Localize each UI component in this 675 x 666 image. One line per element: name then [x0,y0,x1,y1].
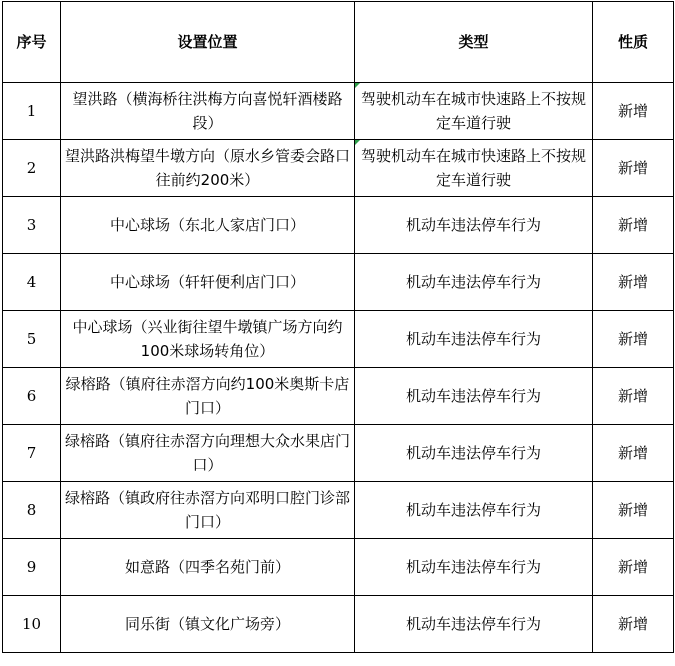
row-type: 机动车违法停车行为 [355,368,593,425]
row-location: 绿榕路（镇府往赤滘方向理想大众水果店门口） [61,425,355,482]
row-type: 机动车违法停车行为 [355,539,593,596]
cell-marker-icon [355,140,360,145]
row-nature: 新增 [593,140,674,197]
row-location: 望洪路（横海桥往洪梅方向喜悦轩酒楼路段） [61,83,355,140]
row-nature: 新增 [593,311,674,368]
row-nature: 新增 [593,197,674,254]
row-location: 中心球场（东北人家店门口） [61,197,355,254]
row-type: 机动车违法停车行为 [355,311,593,368]
row-location: 绿榕路（镇府往赤滘方向约100米奥斯卡店门口） [61,368,355,425]
header-row [3,2,674,83]
row-serial-number: 2 [3,140,61,197]
camera-locations-table [2,1,674,653]
row-type: 机动车违法停车行为 [355,254,593,311]
row-nature: 新增 [593,254,674,311]
row-serial-number: 3 [3,197,61,254]
row-nature: 新增 [593,596,674,653]
cell-marker-icon [355,83,360,88]
row-serial-number: 8 [3,482,61,539]
row-location: 中心球场（兴业街往望牛墩镇广场方向约100米球场转角位） [61,311,355,368]
row-location: 如意路（四季名苑门前） [61,539,355,596]
header-location: 设置位置 [61,2,355,83]
row-type: 驾驶机动车在城市快速路上不按规定车道行驶 [360,147,586,189]
row-nature: 新增 [593,482,674,539]
row-type-cell [355,83,593,140]
row-type: 机动车违法停车行为 [355,425,593,482]
row-type: 驾驶机动车在城市快速路上不按规定车道行驶 [360,90,586,132]
row-nature: 新增 [593,368,674,425]
row-location: 同乐街（镇文化广场旁） [61,596,355,653]
row-serial-number: 1 [3,83,61,140]
header-serial-number: 序号 [3,2,61,83]
header-type: 类型 [355,2,593,83]
row-location: 望洪路洪梅望牛墩方向（原水乡管委会路口往前约200米） [61,140,355,197]
table-row [3,311,674,368]
row-serial-number: 4 [3,254,61,311]
table-row [3,197,674,254]
row-serial-number: 6 [3,368,61,425]
table-row [3,482,674,539]
table-row [3,368,674,425]
table-row [3,539,674,596]
table-row [3,83,674,140]
row-nature: 新增 [593,425,674,482]
row-type: 机动车违法停车行为 [355,596,593,653]
header-nature: 性质 [593,2,674,83]
row-serial-number: 9 [3,539,61,596]
row-serial-number: 5 [3,311,61,368]
row-serial-number: 7 [3,425,61,482]
row-location: 中心球场（轩轩便利店门口） [61,254,355,311]
table-row [3,140,674,197]
row-type: 机动车违法停车行为 [355,197,593,254]
table-row [3,596,674,653]
table-row [3,254,674,311]
row-type: 机动车违法停车行为 [355,482,593,539]
row-type-cell [355,140,593,197]
row-nature: 新增 [593,83,674,140]
table-row [3,425,674,482]
row-location: 绿榕路（镇政府往赤滘方向邓明口腔门诊部门口） [61,482,355,539]
row-serial-number: 10 [3,596,61,653]
row-nature: 新增 [593,539,674,596]
